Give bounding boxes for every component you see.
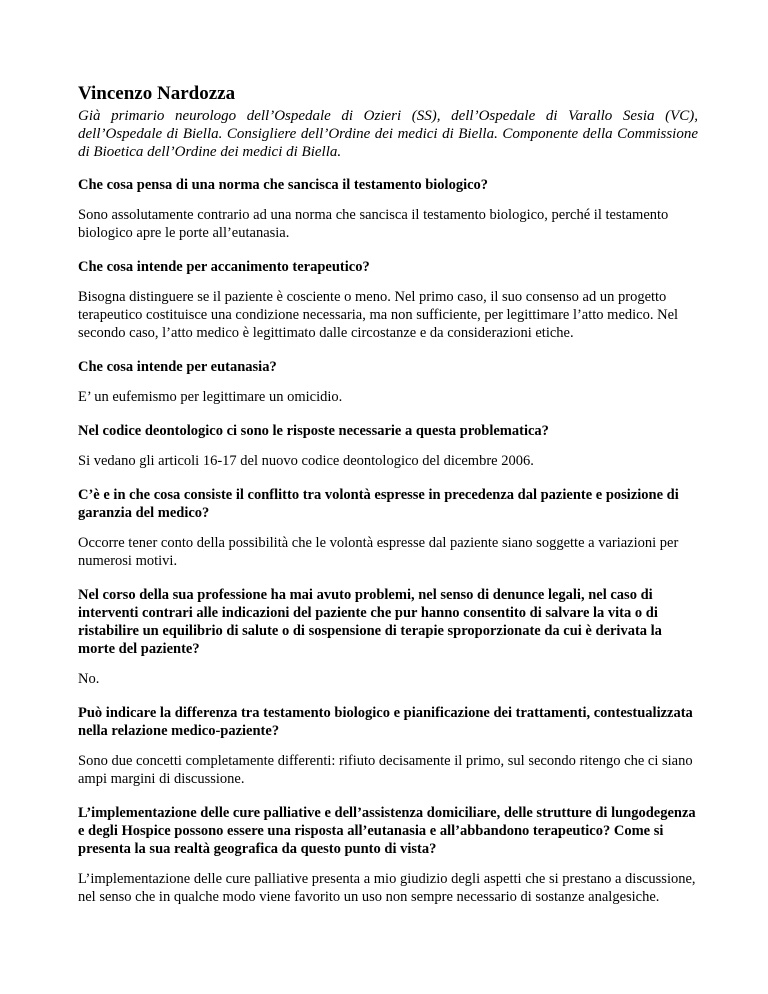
author-bio: Già primario neurologo dell’Ospedale di Ozieri (SS), dell’Ospedale di Varallo Sesia (VC), dell’Ospedale di Biella. Consigliere dell’Ordine dei medici di Biella. Componente della Commissione di Bioetica dell’Ordine dei medici di Biella. [78, 108, 698, 160]
answer-text: L’implementazione delle cure palliative presenta a mio giudizio degli aspetti che si prestano a discussione, nel senso che in qualche modo viene favorito un uso non sempre necessario di sostanze analgesiche. [78, 871, 696, 905]
question-text: Può indicare la differenza tra testamento biologico e pianificazione dei trattamenti, contestualizzata nella relazione medico-paziente? [78, 705, 693, 739]
question-text: Nel codice deontologico ci sono le risposte necessarie a questa problematica? [78, 423, 549, 439]
qa-item [78, 422, 698, 470]
answer-text: Sono assolutamente contrario ad una norma che sancisca il testamento biologico, perché il testamento biologico apre le porte all’eutanasia. [78, 207, 669, 241]
qa-item [78, 358, 698, 406]
qa-item [78, 804, 698, 906]
question-text: Nel corso della sua professione ha mai avuto problemi, nel senso di denunce legali, nel caso di interventi contrari alle indicazioni del paziente che pur hanno consentito di salvare la vita o di ristabilire un equilibrio di salute o di sospensione di terapie sproporzionate da cui è derivata la morte del paziente? [78, 587, 662, 657]
qa-item [78, 258, 698, 342]
question-text: Che cosa intende per eutanasia? [78, 359, 277, 375]
author-name: Vincenzo Nardozza [78, 83, 236, 104]
answer-text: Occorre tener conto della possibilità che le volontà espresse dal paziente siano soggette a variazioni per numerosi motivi. [78, 535, 679, 569]
answer-text: E’ un eufemismo per legittimare un omicidio. [78, 389, 343, 405]
question-text: L’implementazione delle cure palliative e dell’assistenza domiciliare, delle strutture di lungodegenza e degli Hospice possono essere una risposta all’eutanasia e all’abbandono terapeutico? Come si presenta la sua realtà geografica da questo punto di vista? [78, 805, 696, 857]
answer-text: Bisogna distinguere se il paziente è cosciente o meno. Nel primo caso, il suo consenso ad un progetto terapeutico costituisce una condizione necessaria, ma non sufficiente, per legittimare l’atto medico. Nel secondo caso, l’atto medico è legittimato dalle circostanze e da considerazioni etiche. [78, 289, 679, 341]
question-text: Che cosa pensa di una norma che sancisca il testamento biologico? [78, 177, 489, 193]
question-text: Che cosa intende per accanimento terapeutico? [78, 259, 370, 275]
qa-item [78, 704, 698, 788]
answer-text: No. [78, 671, 100, 687]
question-text: C’è e in che cosa consiste il conflitto tra volontà espresse in precedenza dal paziente e posizione di garanzia del medico? [78, 487, 679, 521]
qa-item [78, 176, 698, 242]
answer-text: Si vedano gli articoli 16-17 del nuovo codice deontologico del dicembre 2006. [78, 453, 534, 469]
answer-text: Sono due concetti completamente differenti: rifiuto decisamente il primo, sul secondo ritengo che ci siano ampi margini di discussione. [78, 753, 693, 787]
document-page [78, 83, 698, 922]
qa-item [78, 586, 698, 688]
qa-item [78, 486, 698, 570]
